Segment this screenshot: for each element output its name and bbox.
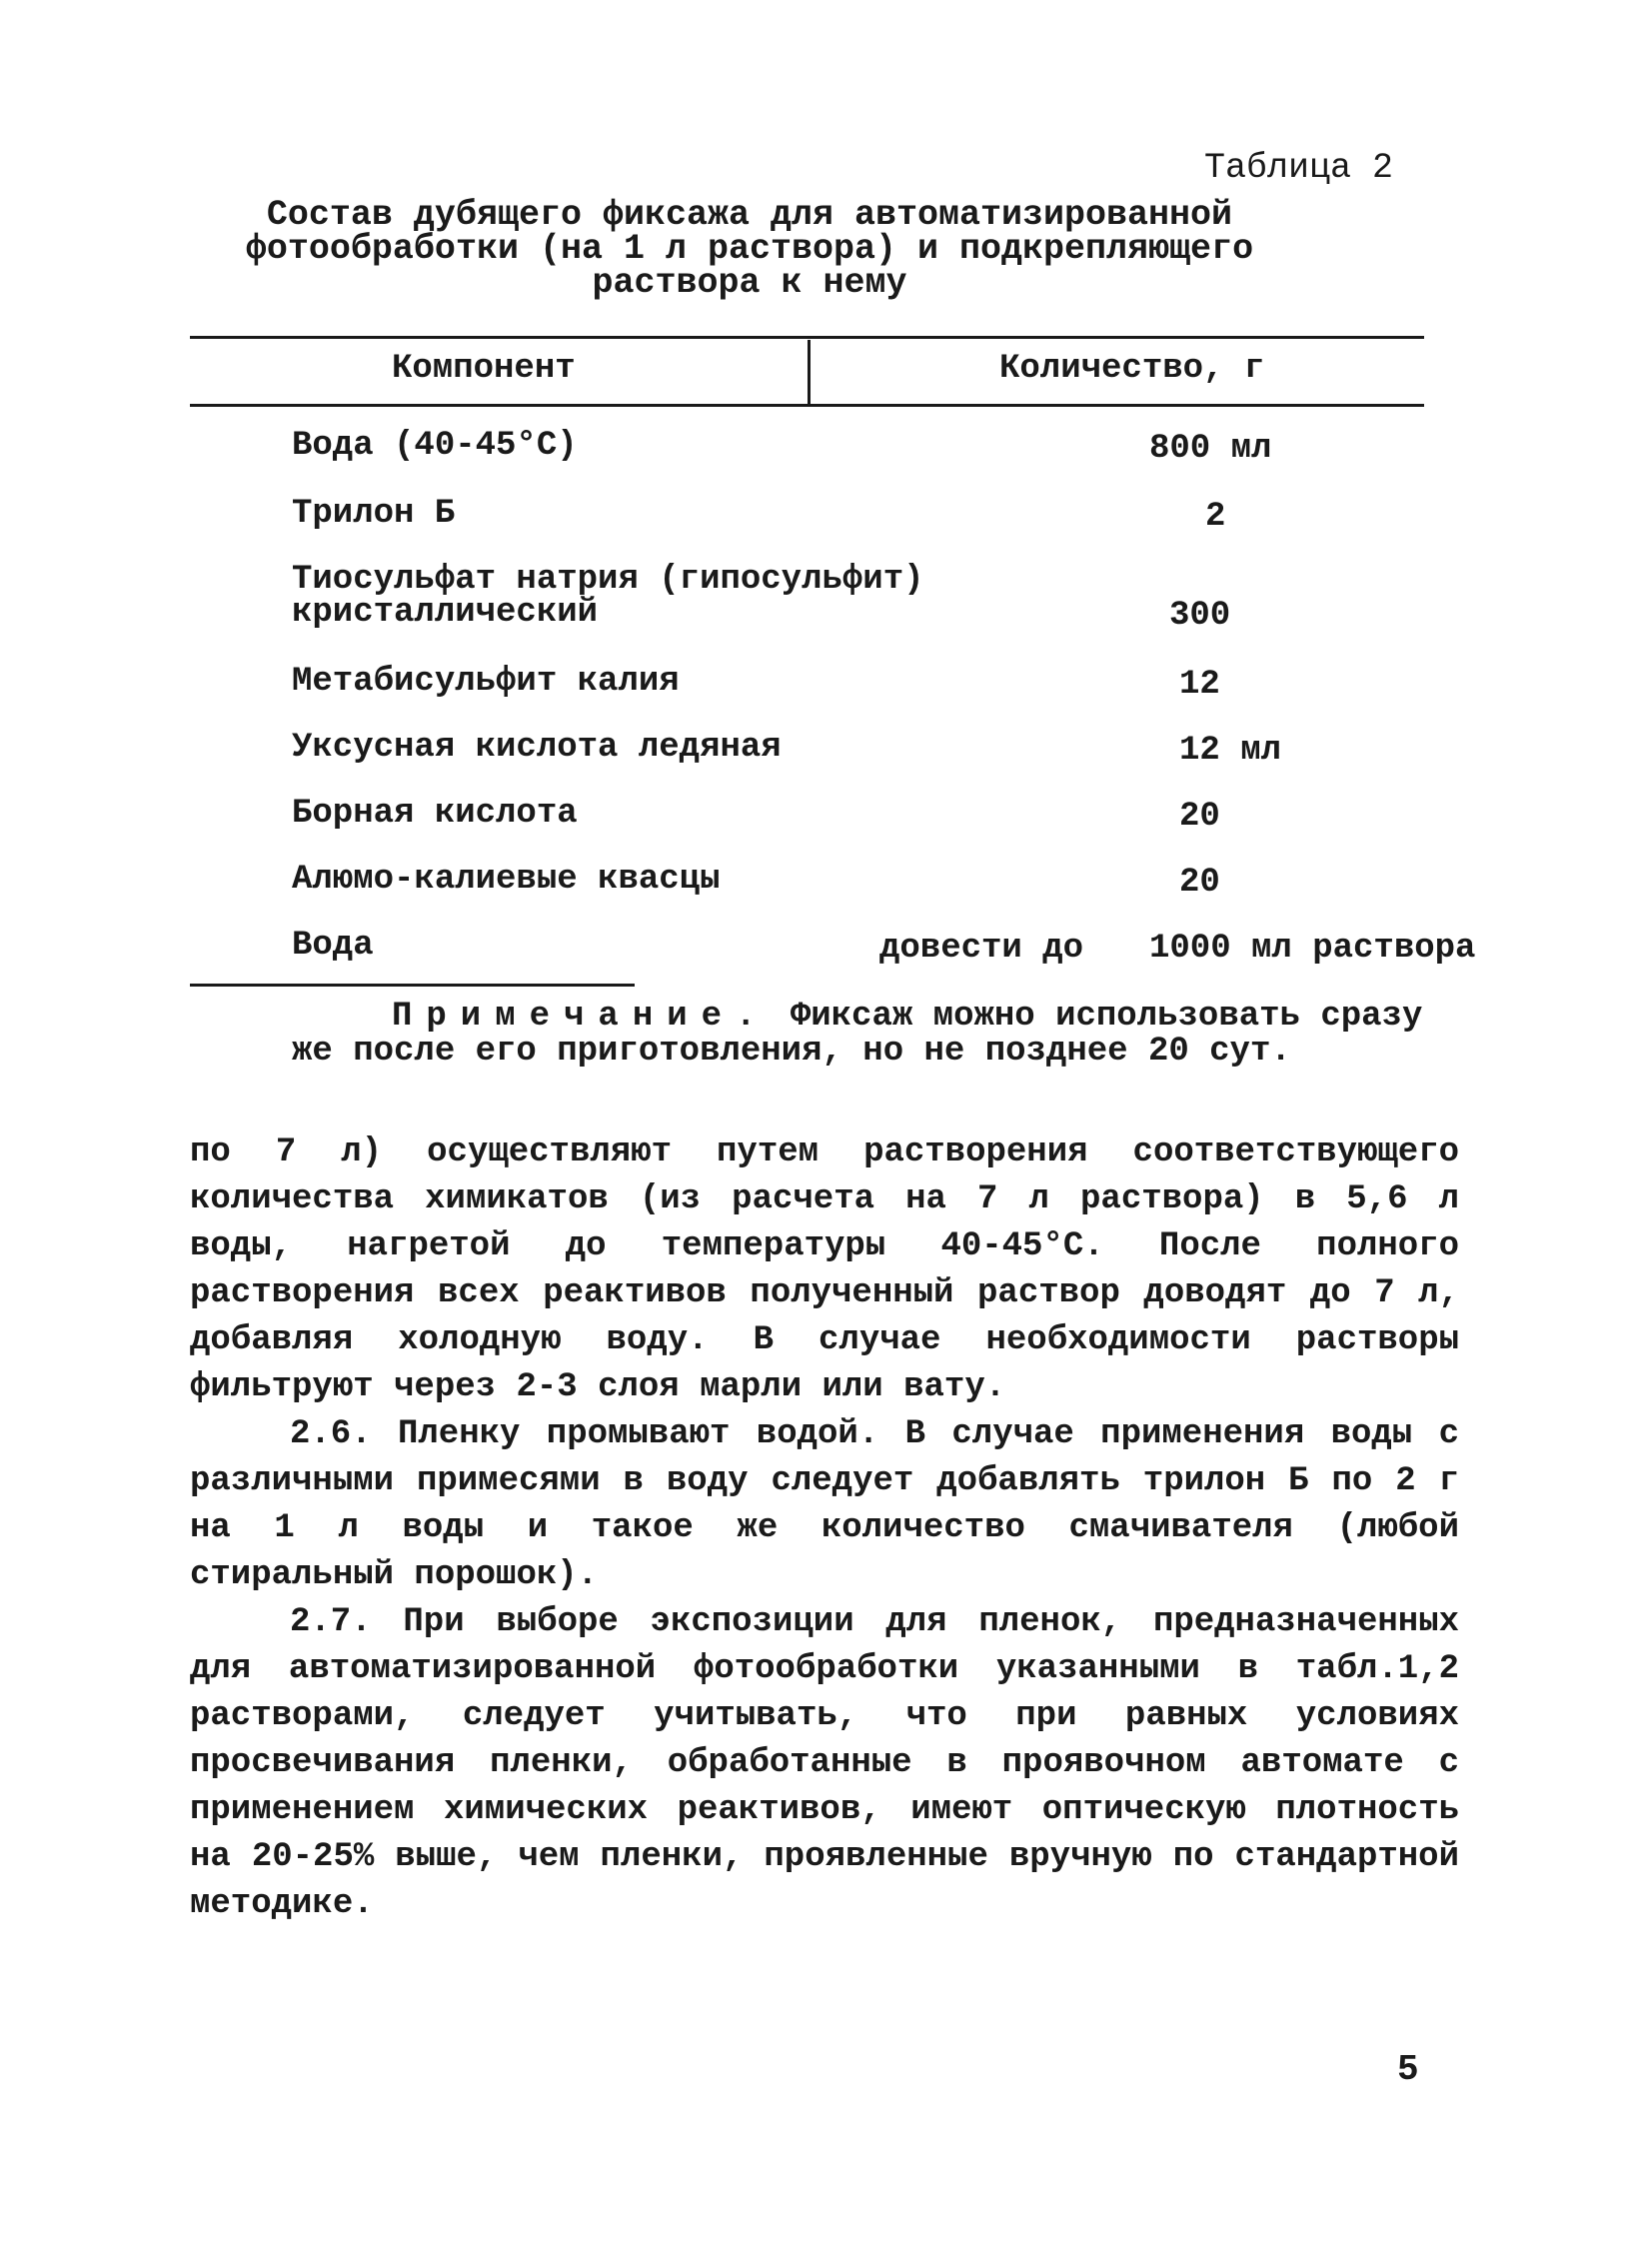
note-text: Фиксаж можно использовать сразу же после его приготовления, но не позднее 20 сут. [292, 998, 1423, 1071]
row-component: Борная кислота [292, 795, 578, 833]
table-caption-line: раствора к нему [592, 263, 907, 303]
row-quantity: 20 [1179, 864, 1220, 902]
row-quantity: 800 мл [1149, 430, 1272, 468]
paragraph: по 7 л) осуществляют путем растворения соответствующего количества химикатов (из расчета на 7 л раствора) в 5,6 л воды, нагретой до температуры 40-45°С. После полного растворения всех реактивов полученный раствор доводят до 7 л, добавляя холодную воду. В случае необходимости растворы фильтруют через 2-3 слоя марли или вату. [190, 1133, 1459, 1406]
table-note [292, 1000, 1471, 1070]
row-component: Алюмо-калиевые квасцы [292, 861, 721, 899]
header-quantity: Количество, г [999, 350, 1265, 388]
row-instruction: довести до [879, 930, 1084, 968]
body-text [190, 1129, 1459, 1928]
table-caption-line: Состав дубящего фиксажа для автоматизированной [266, 195, 1233, 235]
page-number: 5 [1397, 2049, 1419, 2090]
row-quantity: 300 [1169, 597, 1231, 635]
table-caption [200, 195, 1299, 303]
row-component: Вода [292, 927, 374, 965]
paragraph: 2.6. Пленку промывают водой. В случае применения воды с различными примесями в воду следует добавлять трилон Б по 2 г на 1 л воды и такое же количество смачивателя (любой стиральный порошок). [190, 1415, 1459, 1594]
row-quantity: 20 [1179, 798, 1220, 836]
row-component: Вода (40-45°С) [292, 427, 578, 465]
note-label: Примечание. [392, 998, 771, 1036]
row-component: Тиосульфат натрия (гипосульфит) кристаллический [292, 561, 924, 632]
paragraph: 2.7. При выборе экспозиции для пленок, предназначенных для автоматизированной фотообработки указанными в табл.1,2 растворами, следует учитывать, что при равных условиях просвечивания пленки, обработанные в проявочном автомате с применением химических реактивов, имеют оптическую плотность на 20-25% выше, чем пленки, проявленные вручную по стандартной методике. [190, 1603, 1459, 1923]
row-quantity: 2 [1205, 498, 1226, 536]
row-quantity: 1000 мл раствора [1149, 930, 1476, 968]
header-component: Компонент [392, 350, 576, 388]
table-header-rule [190, 404, 1424, 407]
row-component: Трилон Б [292, 495, 456, 533]
row-quantity: 12 [1179, 666, 1220, 704]
row-component: Метабисульфит калия [292, 663, 680, 701]
row-quantity: 12 мл [1179, 732, 1282, 770]
table-caption-line: фотообработки (на 1 л раствора) и подкрепляющего [245, 229, 1254, 269]
row-component: Уксусная кислота ледяная [292, 729, 782, 767]
table-bottom-rule [190, 984, 635, 987]
table-label: Таблица 2 [1204, 148, 1394, 188]
header-column-separator [808, 340, 811, 404]
table-top-rule [190, 336, 1424, 339]
